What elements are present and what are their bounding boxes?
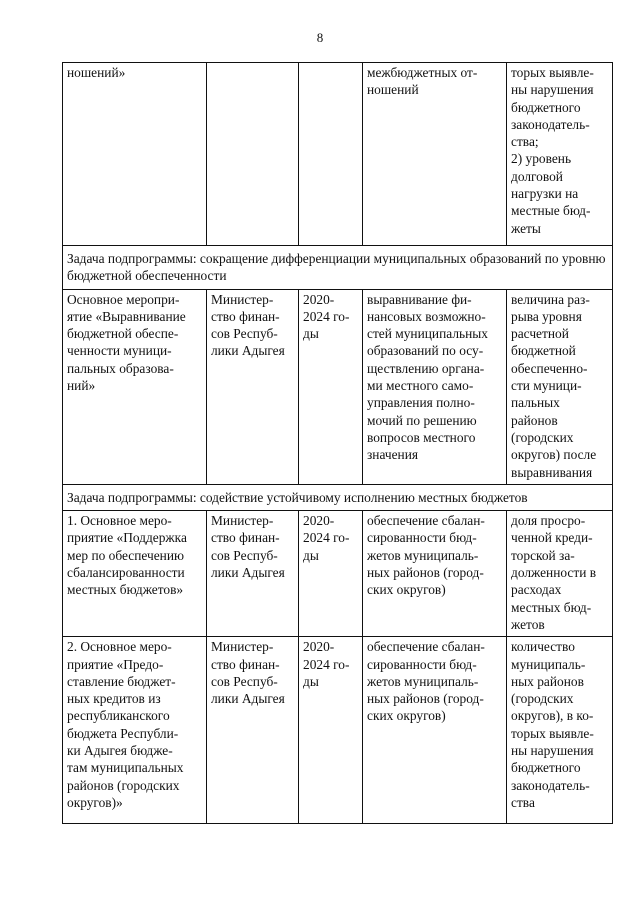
cell-executor: Министер- ство финан- сов Респуб- лики Адыгея — [207, 511, 299, 637]
cell-measure: ношений» — [63, 63, 207, 246]
table-row-continuation — [63, 63, 613, 246]
cell-result: обеспечение сбалан- сированности бюд- жетов муниципаль- ных районов (город- ских округов) — [363, 511, 507, 637]
cell-result: межбюджетных от- ношений — [363, 63, 507, 246]
cell-period: 2020- 2024 го- ды — [299, 289, 363, 484]
task-heading: Задача подпрограммы: содействие устойчивому исполнению местных бюджетов — [63, 484, 613, 510]
table-row — [63, 289, 613, 484]
cell-measure: Основное меропри- ятие «Выравнивание бюджетной обеспе- ченности муници- пальных образова- ний» — [63, 289, 207, 484]
page-number: 8 — [316, 30, 324, 45]
cell-measure: 1. Основное меро- приятие «Поддержка мер по обеспечению сбалансированности местных бюджетов» — [63, 511, 207, 637]
table-row — [63, 511, 613, 637]
table-row — [63, 637, 613, 824]
cell-measure: 2. Основное меро- приятие «Предо- ставление бюджет- ных кредитов из республиканского бюджета Республи- ки Адыгея бюдже- там муниципальных районов (городских округов)» — [63, 637, 207, 824]
cell-indicator: величина раз- рыва уровня расчетной бюджетной обеспеченно- сти муници- пальных районов (городских округов) после выравнивания — [507, 289, 613, 484]
task-row-1 — [63, 246, 613, 290]
cell-executor: Министер- ство финан- сов Респуб- лики Адыгея — [207, 289, 299, 484]
program-table — [62, 62, 613, 824]
cell-indicator: торых выявле- ны нарушения бюджетного законодатель- ства; 2) уровень долговой нагрузки на местные бюд- жеты — [507, 63, 613, 246]
cell-period: 2020- 2024 го- ды — [299, 637, 363, 824]
cell-result: обеспечение сбалан- сированности бюд- жетов муниципаль- ных районов (город- ских округов) — [363, 637, 507, 824]
cell-result: выравнивание фи- нансовых возможно- стей муниципальных образований по осу- ществлению органа- ми местного само- управления полно- мочий по решению вопросов местного значения — [363, 289, 507, 484]
cell-period — [299, 63, 363, 246]
task-row-2 — [63, 484, 613, 510]
cell-period: 2020- 2024 го- ды — [299, 511, 363, 637]
task-heading: Задача подпрограммы: сокращение дифференциации муниципальных образований по уровню бюджетной обеспеченности — [63, 246, 613, 290]
cell-executor: Министер- ство финан- сов Респуб- лики Адыгея — [207, 637, 299, 824]
cell-executor — [207, 63, 299, 246]
cell-indicator: количество муниципаль- ных районов (городских округов), в ко- торых выявле- ны нарушения бюджетного законодатель- ства — [507, 637, 613, 824]
cell-indicator: доля просро- ченной креди- торской за- долженности в расходах местных бюд- жетов — [507, 511, 613, 637]
